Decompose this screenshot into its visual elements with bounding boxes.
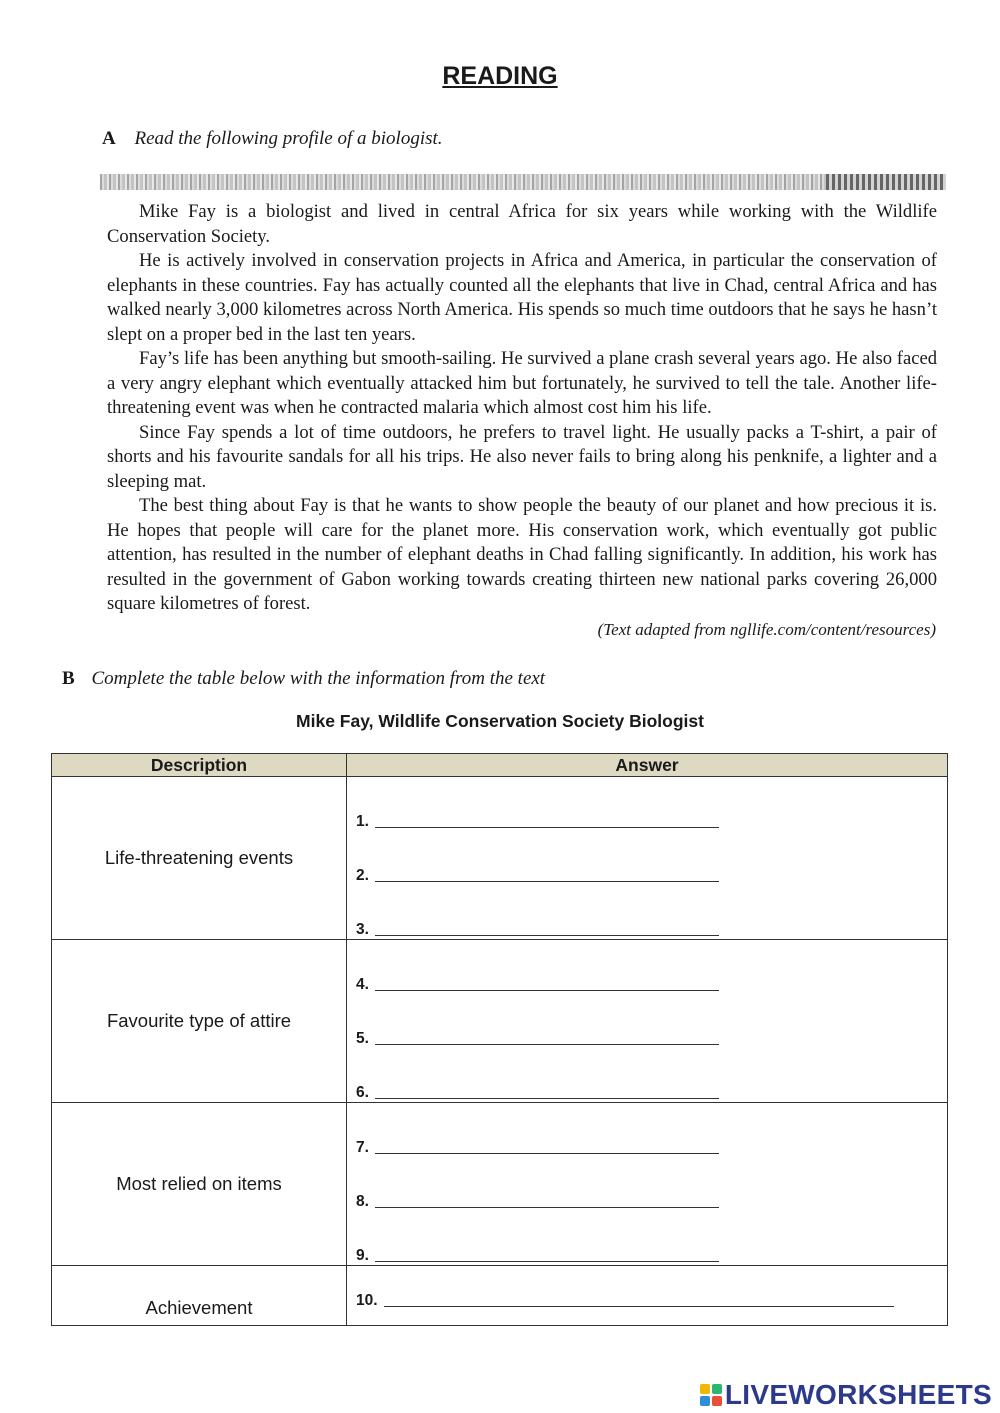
row-description: Favourite type of attire <box>52 940 347 1103</box>
row-answers <box>347 1103 948 1266</box>
table-row <box>52 777 948 940</box>
answer-blank-2[interactable] <box>375 881 719 882</box>
section-a-instruction: Read the following profile of a biologist. <box>134 128 443 149</box>
passage-paragraph-5: The best thing about Fay is that he wants to show people the beauty of our planet and how precious it is. He hopes that people will care for the planet more. His conservation work, which eventually got public attention, has resulted in the number of elephant deaths in Chad falling significantly. In addition, his work has resulted in the government of Gabon working towards creating thirteen new national parks covering 26,000 square kilometres of forest. <box>107 495 937 614</box>
answer-number: 10. <box>356 1292 378 1309</box>
liveworksheets-logo <box>700 1379 992 1411</box>
row-description: Life-threatening events <box>52 777 347 940</box>
answer-line <box>356 1048 947 1102</box>
logo-mark-icon <box>700 1384 722 1406</box>
section-a-header <box>102 128 443 150</box>
logo-wordmark: LIVEWORKSHEETS <box>724 1379 992 1410</box>
section-b-letter: B <box>62 668 75 689</box>
logo-tile <box>712 1396 722 1406</box>
row-answers <box>347 1266 948 1326</box>
row-description: Achievement <box>52 1266 347 1326</box>
row-description: Most relied on items <box>52 1103 347 1266</box>
answer-blank-10[interactable] <box>384 1306 894 1307</box>
passage-paragraph-2: He is actively involved in conservation projects in Africa and America, in particular the conservation of elephants in these countries. Fay has actually counted all the elephants that live in Chad, central Africa and has walked nearly 3,000 kilometres across North America. His spends so much time outdoors that he says he hasn’t slept on a proper bed in the last ten years. <box>107 250 937 345</box>
answer-blank-7[interactable] <box>375 1153 719 1154</box>
answer-blank-8[interactable] <box>375 1207 719 1208</box>
answer-blank-4[interactable] <box>375 990 719 991</box>
logo-tile <box>700 1396 710 1406</box>
answer-number: 4. <box>356 976 369 993</box>
answer-blank-1[interactable] <box>375 827 719 828</box>
logo-tile <box>712 1384 722 1394</box>
passage-paragraph-3: Fay’s life has been anything but smooth-sailing. He survived a plane crash several years ago. He also faced a very angry elephant which eventually attacked him but fortunately, he survived to tell the tale. Another life-threatening event was when he contracted malaria which almost cost him his life. <box>107 348 937 418</box>
section-b-header <box>62 668 545 690</box>
answer-line <box>356 777 947 831</box>
answer-table <box>51 753 948 1326</box>
answer-number: 5. <box>356 1030 369 1047</box>
answer-number: 3. <box>356 921 369 938</box>
passage-paragraph-1: Mike Fay is a biologist and lived in central Africa for six years while working with the Wildlife Conservation Society. <box>107 201 937 247</box>
answer-line <box>356 940 947 994</box>
answer-number: 7. <box>356 1139 369 1156</box>
table-row <box>52 940 948 1103</box>
decorative-band <box>100 174 946 190</box>
answer-number: 2. <box>356 867 369 884</box>
answer-line <box>356 1157 947 1211</box>
row-answers <box>347 777 948 940</box>
row-answers <box>347 940 948 1103</box>
answer-blank-5[interactable] <box>375 1044 719 1045</box>
answer-number: 1. <box>356 813 369 830</box>
answer-line <box>356 1103 947 1157</box>
answer-line <box>356 1211 947 1265</box>
answer-blank-9[interactable] <box>375 1261 719 1262</box>
answer-number: 8. <box>356 1193 369 1210</box>
passage-paragraph-4: Since Fay spends a lot of time outdoors, he prefers to travel light. He usually packs a T-shirt, a pair of shorts and his favourite sandals for all his trips. He also never fails to bring along his penknife, a lighter and a sleeping mat. <box>107 421 937 492</box>
answer-line <box>356 994 947 1048</box>
answer-blank-3[interactable] <box>375 935 719 936</box>
answer-number: 9. <box>356 1247 369 1264</box>
table-title: Mike Fay, Wildlife Conservation Society Biologist <box>296 711 704 731</box>
table-row <box>52 1103 948 1266</box>
page-title: READING <box>442 62 558 90</box>
header-answer: Answer <box>347 754 948 777</box>
table-header-row <box>52 754 948 777</box>
source-citation: (Text adapted from ngllife.com/content/resources) <box>597 620 936 639</box>
answer-blank-6[interactable] <box>375 1098 719 1099</box>
reading-passage <box>107 200 937 617</box>
table-row <box>52 1266 948 1326</box>
answer-number: 6. <box>356 1084 369 1101</box>
answer-line <box>356 885 947 939</box>
logo-tile <box>700 1384 710 1394</box>
answer-line <box>356 831 947 885</box>
header-description: Description <box>52 754 347 777</box>
section-a-letter: A <box>102 128 116 149</box>
section-b-instruction: Complete the table below with the information from the text <box>91 668 546 689</box>
answer-line <box>356 1266 947 1310</box>
